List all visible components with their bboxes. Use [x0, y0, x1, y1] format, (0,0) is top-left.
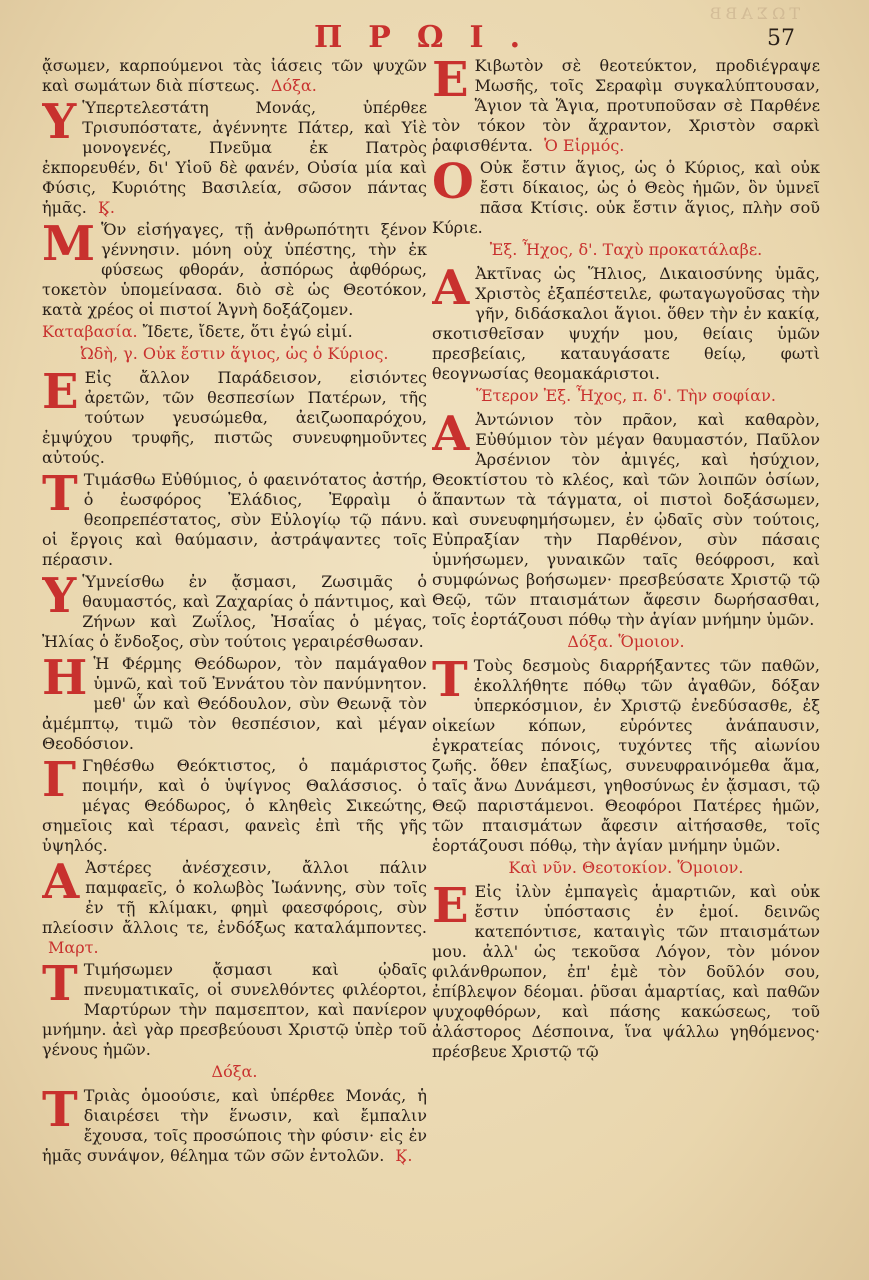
bleed-through-text: ΤΩΣΑΒΒ	[705, 4, 800, 23]
theotokion-text: Εἰς ἰλὺν ἐμπαγεὶς ἁμαρτιῶν, καὶ οὐκ ἔστιν ὑπόστασις ἐν ἐμοί. δεινῶς κατεπόντισε, καταιγὶς τῶν πταισμάτων μου. ἀλλ' ὡς τεκοῦσα Λόγον, τὸν μόνον φιλάνθρωπον, ἐπ' ἐμὲ τὸν δοῦλόν σου, ἐπίβλεψον δέομαι. ῥῦσαι ἁμαρτίας, καὶ παθῶν ψυχοφθόρων, καὶ πάσης κακώσεως, τοῦ ἀλάστορος Δέσποινα, ἵνα ψάλλω γηθόμενος· πρέσβευε Χριστῷ τῷ	[432, 882, 820, 1061]
troparion	[42, 858, 427, 958]
second-exaposteilarion-heading: Ἕτερον Ἐξ. Ἦχος, π. δ'. Τὴν σοφίαν.	[476, 386, 776, 405]
drop-cap: Τ	[42, 960, 78, 1012]
troparion-text: Τοὺς δεσμοὺς διαρρήξαντες τῶν παθῶν, ἐκολλήθητε πόθῳ τῶν ἀγαθῶν, δόξαν ὑπερκόσμιον, ἐν Χριστῷ ἐνεδύσασθε, ἐξ οἰκείων κόπων, εὑρόντες ἀνάπαυσιν, ἐγκρατείας πόνοις, τυχόντες τῆς αἰωνίου ζωῆς. ὅθεν ἐπαξίως, συνευφραινόμεθα ἅμα, ταῖς ἄνω Δυνάμεσι, γηθοσύνως ἐν ᾄσμασι, τῷ Θεῷ παριστάμενοι. Θεοφόροι Πατέρες ἡμῶν, τῶν πταισμάτων ἄφεσιν αἰτήσασθε, τοῖς ἑορτάζουσι πόθῳ, τὴν ἁγίαν μνήμην ὑμῶν.	[432, 656, 820, 855]
drop-cap: Τ	[42, 470, 78, 522]
end-marker: Ϗ.	[395, 1146, 413, 1165]
troparion-text: Τριὰς ὁμοούσιε, καὶ ὑπέρθεε Μονάς, ἡ διαιρέσει τὴν ἕνωσιν, καὶ ἔμπαλιν ἔχουσα, τοῖς προσώποις τὴν φύσιν· εἰς ἐν ἡμᾶς συνάψον, θέλημα τῶν σῶν ἐντολῶν.	[42, 1086, 427, 1165]
exaposteilarion-text: Ἀντώνιον τὸν πρᾶον, καὶ καθαρὸν, Εὐθύμιον τὸν μέγαν θαυμαστόν, Παῦλον Ἀρσένιον τὸν ἀμιγές, καὶ ἡσύχιον, Θεοκτίστου τὸ κλέος, καὶ τῶν λοιπῶν ὁσίων, ἅπαντων τὰ τάγματα, οἱ πιστοὶ δοξάσωμεν, καὶ συνευφημήσωμεν, ἐν ᾠδαῖς σὺν τούτοις, Εὐπραξίαν τὴν Παρθένον, σὺν πάσαις ὑμνήσωμεν, γυναικῶν ταῖς θεόφροσι, καὶ συμφώνως βοήσωμεν· πρεσβεύσατε Χριστῷ τῷ Θεῷ, τῶν πταισμάτων ἄφεσιν δωρήσασθαι, τοῖς ἑορτάζουσι πόθῳ τὴν ἁγίαν μνήμην ὑμῶν.	[432, 410, 820, 629]
drop-cap: Τ	[42, 1086, 78, 1138]
drop-cap: Ε	[42, 368, 79, 420]
troparion	[42, 756, 427, 856]
page-header	[0, 16, 869, 56]
drop-cap: Υ	[42, 572, 77, 624]
troparion-final	[42, 1086, 427, 1166]
drop-cap: Ε	[432, 882, 469, 934]
right-column	[432, 56, 820, 1226]
exaposteilarion	[432, 264, 820, 384]
exaposteilarion-2	[432, 410, 820, 630]
page-number: 57	[767, 26, 795, 51]
heirmos-text: Οὐκ ἔστιν ἅγιος, ὡς ὁ Κύριος, καὶ οὐκ ἔστι δίκαιος, ὡς ὁ Θεὸς ἡμῶν, ὃν ὑμνεῖ πᾶσα Κτίσις. οὐκ ἔστιν ἅγιος, πλὴν σοῦ Κύριε.	[432, 158, 820, 237]
drop-cap: Γ	[42, 756, 77, 808]
exaposteilarion-heading: Ἐξ. Ἦχος, δ'. Ταχὺ προκατάλαβε.	[489, 240, 763, 259]
running-head: ΠΡΩΙ.	[313, 20, 547, 55]
troparion-text: Γηθέσθω Θεόκτιστος, ὁ παμάριστος ποιμήν, καὶ ὁ ὑψίγνος Θαλάσσιος. ὁ μέγας Θεόδωρος, ὁ κληθεὶς Σικεώτης, σημεῖοις καὶ τέρασι, φανεὶς ἐπὶ τῆς γῆς ὑψηλός.	[42, 756, 427, 855]
doxa-omoion-heading: Δόξα. Ὅμοιον.	[567, 632, 685, 651]
heirmos	[432, 158, 820, 238]
troparion-text: Ἀστέρες ἀνέσχεσιν, ἄλλοι πάλιν παμφαεῖς, ὁ κολωβὸς Ἰωάννης, σὺν τοῖς ἐν τῇ κλίμακι, φημὶ φαεσφόροις, σὺν πλείοσιν ἄλλοις τε, ἐνδόξως καταλάμποντες.	[42, 858, 427, 937]
troparion-text: Ὅν εἰσήγαγες, τῇ ἀνθρωπότητι ξένον γέννησιν. μόνη οὐχ ὑπέστης, τὴν ἐκ φύσεως φθοράν, ἀσπόρως ἀφθόρως, τοκετὸν ὑπομείνασα. διὸ σὲ ὡς Θεοτόκον, κατὰ χρέος οἱ πιστοί Ἁγνὴ δοξάζομεν.	[42, 220, 427, 319]
opening-line-2: καὶ σωμάτων διὰ πίστεως.	[42, 76, 260, 95]
opening-lines	[42, 56, 427, 96]
kai-nyn-heading: Καὶ νῦν. Θεοτοκίον. Ὅμοιον.	[508, 858, 744, 877]
katavasia-label: Καταβασία.	[42, 322, 138, 341]
troparion-fathers	[432, 656, 820, 856]
troparion-text: Ὑπερτελεστάτη Μονάς, ὑπέρθεε Τρισυπόστατε, ἀγέννητε Πάτερ, καὶ Υἱὲ μονογενές, Πνεῦμα ἐκ Πατρὸς ἐκπορευθέν, δι' Υἱοῦ δὲ φανέν, Οὐσία μία καὶ Φύσις, Κυριότης Βασιλεία, σῶσον πάντας ἡμᾶς.	[42, 98, 427, 217]
drop-cap: Ο	[432, 158, 474, 210]
troparion-text: Εἰς ἄλλον Παράδεισον, εἰσιόντες ἀρετῶν, τῶν θεσπεσίων Πατέρων, τῆς τούτων γευσώμεθα, ἀειζωοπαρόχου, ἐμψύχου τρυφῆς, πιστῶς συνευφημοῦντες αὐτούς.	[42, 368, 427, 467]
troparion	[42, 960, 427, 1060]
martyrikon-marker: Μαρτ.	[48, 938, 99, 957]
ode-heading: Ὠδὴ, γ. Οὐκ ἔστιν ἅγιος, ὡς ὁ Κύριος.	[80, 344, 389, 363]
troparion-text: Ἡ Φέρμης Θεόδωρον, τὸν παμάγαθον ὑμνῶ, καὶ τοῦ Ἐννάτου τὸν πανύμνητον. μεθ' ὧν καὶ Θεόδουλον, σὺν Θεωνᾷ τὸν ἀμέμπτῳ, τιμῶ τὸν θεσπέσιον, καὶ μέγαν Θεοδόσιον.	[42, 654, 427, 753]
troparion	[42, 572, 427, 652]
left-column	[42, 56, 427, 1226]
troparion	[42, 654, 427, 754]
troparion-text: Τιμάσθω Εὐθύμιος, ὁ φαεινότατος ἀστήρ, ὁ ἑωσφόρος Ἐλάδιος, Ἐφραὶμ ὁ θεοπρεπέστατος, σὺν Εὐλογίῳ τῷ πάνυ. οἱ ἔργοις καὶ θαύμασιν, ἀστράψαντες τοῖς πέρασιν.	[42, 470, 427, 569]
heirmos-marker: Ὁ Εἱρμός.	[544, 136, 625, 155]
troparion-kivotos	[432, 56, 820, 156]
troparion-text: Κιβωτὸν σὲ θεοτεύκτον, προδιέγραψε Μωσῆς, τοῖς Σεραφὶμ συγκαλύπτουσαν, Ἅγιον τὰ Ἅγια, προτυποῦσαν σὲ Παρθένε τὸν τόκον τὸν ἄχραντον, Χριστὸν σαρκὶ ῥαφισθέντα.	[432, 56, 820, 155]
drop-cap: Α	[432, 264, 470, 316]
doxa-marker: Δόξα.	[270, 76, 317, 95]
troparion	[42, 368, 427, 468]
exaposteilarion-text: Ἀκτῖνας ὡς Ἥλιος, Δικαιοσύνης ὑμᾶς, Χριστὸς ἐξαπέστειλε, φωταγωγοῦσας τὴν γῆν, διδάσκαλοι ἅγιοι. ὅθεν τὴν ἐν κακίᾳ, σκοτισθεῖσαν ψυχήν μου, θείαις ὑμῶν πρεσβείαις, καταυγάσατε θείῳ, φωτὶ θεογνωσίας θεομακάριστοι.	[432, 264, 820, 383]
katavasia-text: Ἴδετε, ἴδετε, ὅτι ἐγώ εἰμί.	[142, 322, 353, 341]
katavasia	[42, 322, 427, 342]
drop-cap: Α	[42, 858, 80, 910]
troparion-text: Ὑμνείσθω ἐν ᾄσμασι, Ζωσιμᾶς ὁ θαυμαστός, καὶ Ζαχαρίας ὁ πάντιμος, καὶ Ζήνων καὶ Ζωΐλος, Ἠσαΐας ὁ μέγας, Ἠλίας ὁ ἔνδοξος, σὺν τούτοις γεραιρέσθωσαν.	[42, 572, 427, 651]
theotokion-last	[432, 882, 820, 1062]
end-marker: Ϗ.	[97, 198, 115, 217]
drop-cap: Τ	[432, 656, 468, 708]
drop-cap: Ε	[432, 56, 469, 108]
troparion-theotokion	[42, 220, 427, 320]
opening-line: ᾄσωμεν, καρπούμενοι τὰς ἰάσεις τῶν ψυχῶν	[42, 56, 427, 75]
troparion-trinity	[42, 98, 427, 218]
drop-cap: Η	[42, 654, 88, 706]
drop-cap: Υ	[42, 98, 77, 150]
doxa-heading: Δόξα.	[211, 1062, 258, 1081]
troparion-text: Τιμήσωμεν ᾄσμασι καὶ ᾠδαῖς πνευματικαῖς, οἱ συνελθόντες φιλέορτοι, Μαρτύρων τὴν παμσεπτον, καὶ πανίερον μνήμην. ἀεὶ γὰρ πρεσβεύουσι Χριστῷ ὑπὲρ τοῦ γένους ἡμῶν.	[42, 960, 427, 1059]
drop-cap: Μ	[42, 220, 96, 272]
drop-cap: Α	[432, 410, 470, 462]
troparion	[42, 470, 427, 570]
